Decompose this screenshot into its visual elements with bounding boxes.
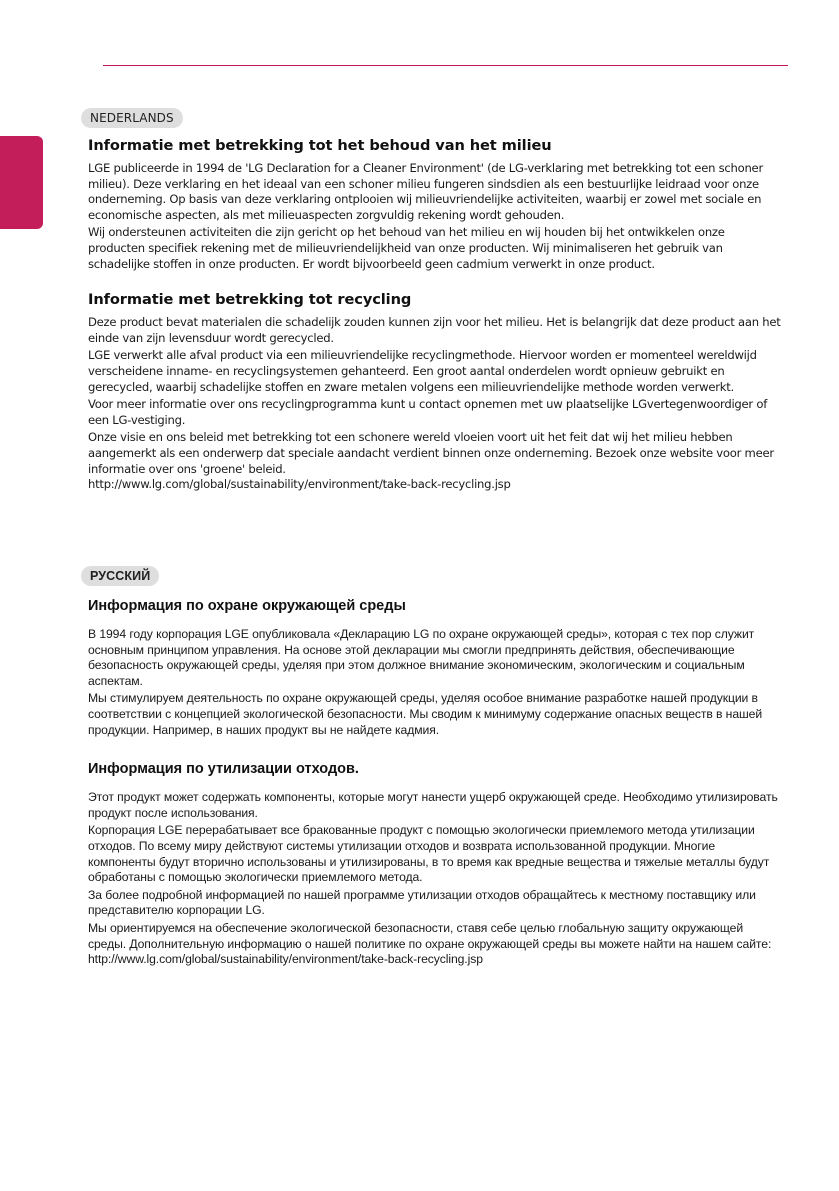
- language-badge-nl: NEDERLANDS: [81, 108, 183, 128]
- paragraph: За более подробной информацией по нашей программе утилизации отходов обращайтесь к местному поставщику или представителю корпорации LG.: [88, 887, 756, 918]
- paragraph: Onze visie en ons beleid met betrekking tot een schonere wereld vloeien voort uit het feit dat wij het milieu hebben aangemerkt als een onderwerp dat speciale aandacht verdient binnen onze onderneming. Bezoek onze website voor meer informatie over ons 'groene' beleid.: [88, 430, 774, 476]
- paragraph: Мы стимулируем деятельность по охране окружающей среды, уделяя особое внимание разработке нашей продукции в соответствии с концепцией экологической безопасности. Мы сводим к минимуму содержание опасных веществ в нашей продукции. Например, в наших продукт вы не найдете кадмия.: [88, 691, 763, 737]
- russian-section: [88, 566, 783, 968]
- ru-heading-recycling: Информация по утилизации отходов.: [88, 761, 359, 778]
- nl-heading-environment: Informatie met betrekking tot het behoud van het milieu: [88, 137, 552, 154]
- language-badge-ru: РУССКИЙ: [81, 566, 159, 586]
- nl-body-recycling: [88, 315, 783, 493]
- header-rule: [103, 65, 788, 66]
- nl-heading-recycling: Informatie met betrekking tot recycling: [88, 291, 412, 309]
- ru-body-environment: [88, 627, 783, 738]
- paragraph: Мы ориентируемся на обеспечение экологической безопасности, ставя себе целью глобальную защиту окружающей среды. Дополнительную информацию о нашей политике по охране окружающей среды вы можете найти на нашем сайте: http://www.lg.com/global/sustainability/environment/take-back-recycling.jsp: [88, 920, 772, 967]
- paragraph: Wij ondersteunen activiteiten die zijn gericht op het behoud van het milieu en wij houden bij het ontwikkelen onze producten specifiek rekening met de milieuvriendelijkheid van onze producten. Wij minimaliseren het gebruik van schadelijke stoffen in onze producten. Er wordt bijvoorbeeld geen cadmium verwerkt in onze product.: [88, 225, 725, 271]
- paragraph: LGE publiceerde in 1994 de 'LG Declaration for a Cleaner Environment' (de LG-verklaring met betrekking tot een schoner milieu). Deze verklaring en het ideaal van een schoner milieu fungeren sindsdien als een bestuurlijke leidraad voor onze onderneming. Op basis van deze verklaring ontplooien wij milieuvriendelijke activiteiten, waarbij er zowel met sociale en economische aspecten, als met milieuaspecten zorgvuldig rekening wordt gehouden.: [88, 161, 763, 222]
- nl-body-environment: [88, 161, 783, 272]
- language-side-tab: [0, 136, 43, 229]
- paragraph: В 1994 году корпорация LGE опубликовала «Декларацию LG по охране окружающей среды», которая с тех пор служит основным принципом управления. На основе этой декларации мы смогли предпринять действия, обеспечивающие безопасность окружающей среды, уделяя при этом должное внимание экономическим, экологическим и социальным аспектам.: [88, 627, 755, 688]
- ru-body-recycling: [88, 790, 783, 968]
- paragraph: Deze product bevat materialen die schadelijk zouden kunnen zijn voor het milieu. Het is belangrijk dat deze product aan het einde van zijn levensduur wordt gerecycled.: [88, 315, 781, 345]
- recycling-url: http://www.lg.com/global/sustainability/environment/take-back-recycling.jsp: [88, 477, 511, 492]
- paragraph: Этот продукт может содержать компоненты, которые могут нанести ущерб окружающей среде. Необходимо утилизировать продукт после использования.: [88, 790, 778, 820]
- paragraph: Корпорация LGE перерабатывает все бракованные продукт с помощью экологически приемлемого метода утилизации отходов. По всему миру действуют системы утилизации отходов и возврата использованной продукции. Многие компоненты будут вторично использованы и утилизированы, в то время как вредные вещества и тяжелые металлы будут обработаны с помощью экологически приемлемого метода.: [88, 823, 770, 885]
- ru-heading-environment: Информация по охране окружающей среды: [88, 598, 406, 614]
- paragraph: Voor meer informatie over ons recyclingprogramma kunt u contact opnemen met uw plaatselijke LGvertegenwoordiger of een LG-vestiging.: [88, 397, 768, 427]
- dutch-section: [88, 108, 783, 493]
- paragraph: LGE verwerkt alle afval product via een milieuvriendelijke recyclingmethode. Hiervoor worden er momenteel wereldwijd verscheidene inname- en recyclingsystemen gehanteerd. Een groot aantal onderdelen wordt opnieuw gebruikt en gerecycled, waarbij schadelijke stoffen en zware metalen volgens een milieuvriendelijke methode worden verwerkt.: [88, 348, 757, 394]
